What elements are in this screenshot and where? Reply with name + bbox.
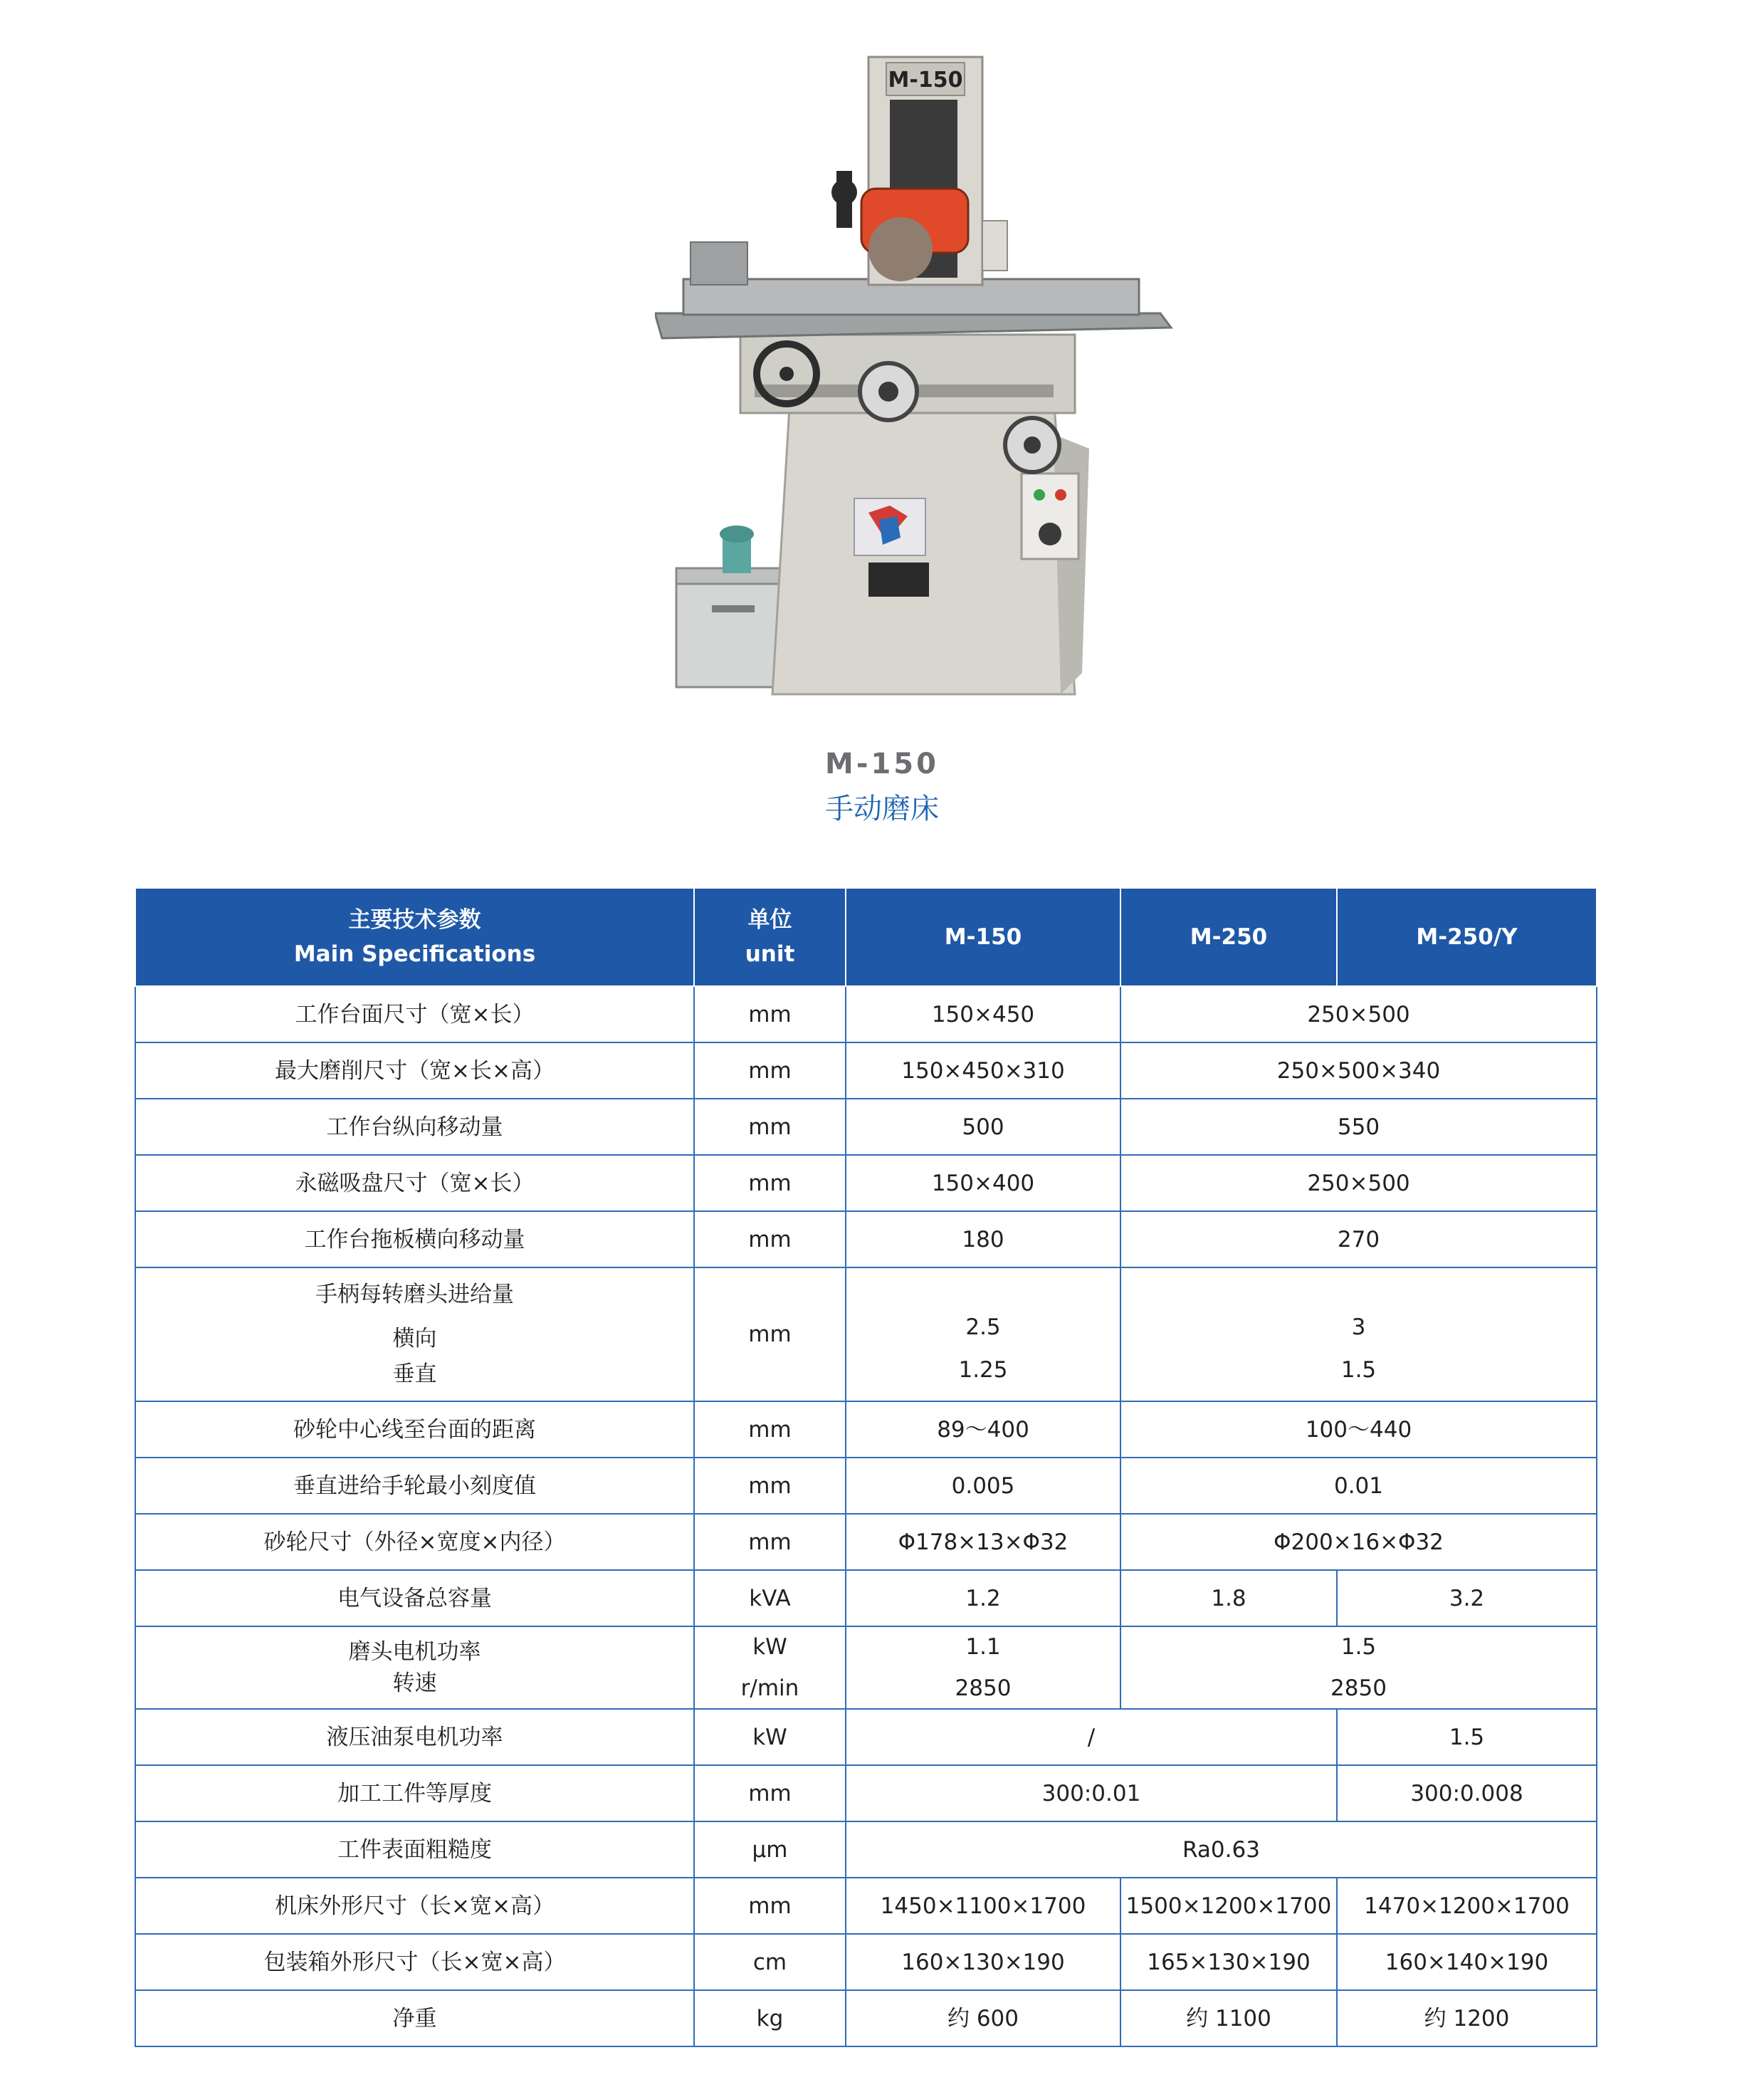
spec-label: 永磁吸盘尺寸（宽×长）	[135, 1155, 694, 1211]
value-m250y: 3.2	[1337, 1570, 1597, 1626]
value-a: 1.1	[965, 1634, 1001, 1660]
spec-unit: cm	[694, 1934, 846, 1990]
spec-unit: mm	[694, 1099, 846, 1155]
value-m150: 1450×1100×1700	[846, 1878, 1120, 1934]
table-row	[135, 1155, 1597, 1211]
spec-unit: mm	[694, 1514, 846, 1570]
value-m250: 1.8	[1120, 1570, 1337, 1626]
value-m150: 150×400	[846, 1155, 1120, 1211]
spec-label: 工作台纵向移动量	[135, 1099, 694, 1155]
spec-unit: mm	[694, 1042, 846, 1099]
header-spec-en: Main Specifications	[293, 941, 536, 967]
header-unit-en: unit	[745, 941, 795, 967]
spec-unit: mm	[694, 1155, 846, 1211]
value-a: 3	[1351, 1314, 1366, 1340]
table-header-row	[135, 889, 1597, 986]
value-m150-m250: 300:0.01	[846, 1765, 1337, 1821]
table-row	[135, 1821, 1597, 1878]
value-m250y: 160×140×190	[1337, 1934, 1597, 1990]
table-row	[135, 986, 1597, 1042]
value-m250-group: 250×500	[1120, 1155, 1597, 1211]
spec-unit: mm	[694, 1267, 846, 1401]
unit-a: kW	[752, 1634, 787, 1660]
value-b: 1.25	[958, 1357, 1008, 1383]
table-row	[135, 1267, 1597, 1401]
value-m250-group	[1120, 1626, 1597, 1709]
value-m250-group: 250×500	[1120, 986, 1597, 1042]
value-m250y: 300:0.008	[1337, 1765, 1597, 1821]
value-m250: 1500×1200×1700	[1120, 1878, 1337, 1934]
product-model: M-150	[825, 748, 939, 780]
spec-label: 工件表面粗糙度	[135, 1821, 694, 1878]
product-name: 手动磨床	[825, 793, 939, 825]
value-m250y: 约 1200	[1337, 1990, 1597, 2046]
value-m150: 160×130×190	[846, 1934, 1120, 1990]
table-row	[135, 1878, 1597, 1934]
spec-label-sub: 垂直	[392, 1361, 437, 1387]
value-m150: 180	[846, 1211, 1120, 1267]
table-row	[135, 1990, 1597, 2046]
table-row	[135, 1765, 1597, 1821]
table-row	[135, 1934, 1597, 1990]
value-m250-group	[1120, 1267, 1597, 1401]
table-row	[135, 1211, 1597, 1267]
spec-unit: μm	[694, 1821, 846, 1878]
spec-label-main: 磨头电机功率	[348, 1639, 481, 1665]
spec-unit: mm	[694, 1878, 846, 1934]
header-model-m150: M-150	[846, 889, 1120, 986]
value-b: 2850	[1330, 1675, 1387, 1701]
value-m250: 约 1100	[1120, 1990, 1337, 2046]
spec-label-sub: 横向	[392, 1326, 437, 1351]
value-m150: 1.2	[846, 1570, 1120, 1626]
value-m150: 约 600	[846, 1990, 1120, 2046]
header-unit-cn: 单位	[747, 907, 792, 933]
value-b: 1.5	[1340, 1357, 1377, 1383]
spec-unit: mm	[694, 1765, 846, 1821]
spec-label: 加工工件等厚度	[135, 1765, 694, 1821]
table-row	[135, 1042, 1597, 1099]
spec-unit: mm	[694, 1401, 846, 1458]
nameplate-label: M-150	[888, 68, 963, 93]
unit-b: r/min	[740, 1675, 799, 1701]
spec-unit: kW	[694, 1709, 846, 1765]
spec-label: 电气设备总容量	[135, 1570, 694, 1626]
value-m150: 0.005	[846, 1458, 1120, 1514]
spec-label: 净重	[135, 1990, 694, 2046]
table-row	[135, 1099, 1597, 1155]
value-a: 2.5	[965, 1314, 1001, 1340]
spec-label	[135, 1267, 694, 1401]
table-row	[135, 1514, 1597, 1570]
table-row	[135, 1570, 1597, 1626]
spec-label: 液压油泵电机功率	[135, 1709, 694, 1765]
spec-unit: mm	[694, 1211, 846, 1267]
spec-label: 垂直进给手轮最小刻度值	[135, 1458, 694, 1514]
value-a: 1.5	[1340, 1634, 1377, 1660]
value-b: 2850	[955, 1675, 1012, 1701]
value-m150: Φ178×13×Φ32	[846, 1514, 1120, 1570]
value-m150: 500	[846, 1099, 1120, 1155]
value-m250y: 1.5	[1337, 1709, 1597, 1765]
spec-label: 机床外形尺寸（长×宽×高）	[135, 1878, 694, 1934]
value-m250y: 1470×1200×1700	[1337, 1878, 1597, 1934]
value-m250-group: 100～440	[1120, 1401, 1597, 1458]
spec-table	[135, 889, 1597, 2047]
spec-label: 砂轮中心线至台面的距离	[135, 1401, 694, 1458]
spec-label: 砂轮尺寸（外径×宽度×内径）	[135, 1514, 694, 1570]
value-m250: 165×130×190	[1120, 1934, 1337, 1990]
value-m250-group: 0.01	[1120, 1458, 1597, 1514]
spec-unit: kg	[694, 1990, 846, 2046]
value-m150: 150×450	[846, 986, 1120, 1042]
header-spec	[135, 889, 694, 986]
header-model-m250: M-250	[1120, 889, 1337, 986]
value-m250-group: 250×500×340	[1120, 1042, 1597, 1099]
table-row	[135, 1458, 1597, 1514]
spec-unit: mm	[694, 1458, 846, 1514]
spec-label-main: 手柄每转磨头进给量	[315, 1282, 514, 1307]
spec-label: 工作台面尺寸（宽×长）	[135, 986, 694, 1042]
table-row	[135, 1626, 1597, 1709]
value-m150	[846, 1267, 1120, 1401]
table-row	[135, 1709, 1597, 1765]
header-unit	[694, 889, 846, 986]
value-m150: 89～400	[846, 1401, 1120, 1458]
header-spec-cn: 主要技术参数	[348, 907, 481, 933]
value-m150-m250: /	[846, 1709, 1337, 1765]
spec-unit: mm	[694, 986, 846, 1042]
value-all-models: Ra0.63	[846, 1821, 1597, 1878]
header-model-m250y: M-250/Y	[1337, 889, 1597, 986]
spec-label-sub: 转速	[392, 1670, 437, 1696]
spec-unit: kVA	[694, 1570, 846, 1626]
value-m150: 150×450×310	[846, 1042, 1120, 1099]
value-m250-group: 550	[1120, 1099, 1597, 1155]
spec-label: 工作台拖板横向移动量	[135, 1211, 694, 1267]
table-row	[135, 1401, 1597, 1458]
value-m150	[846, 1626, 1120, 1709]
value-m250-group: 270	[1120, 1211, 1597, 1267]
spec-label: 包装箱外形尺寸（长×宽×高）	[135, 1934, 694, 1990]
spec-unit	[694, 1626, 846, 1709]
spec-label	[135, 1626, 694, 1709]
value-m250-group: Φ200×16×Φ32	[1120, 1514, 1597, 1570]
spec-label: 最大磨削尺寸（宽×长×高）	[135, 1042, 694, 1099]
grinding-machine-photo	[655, 50, 1196, 719]
